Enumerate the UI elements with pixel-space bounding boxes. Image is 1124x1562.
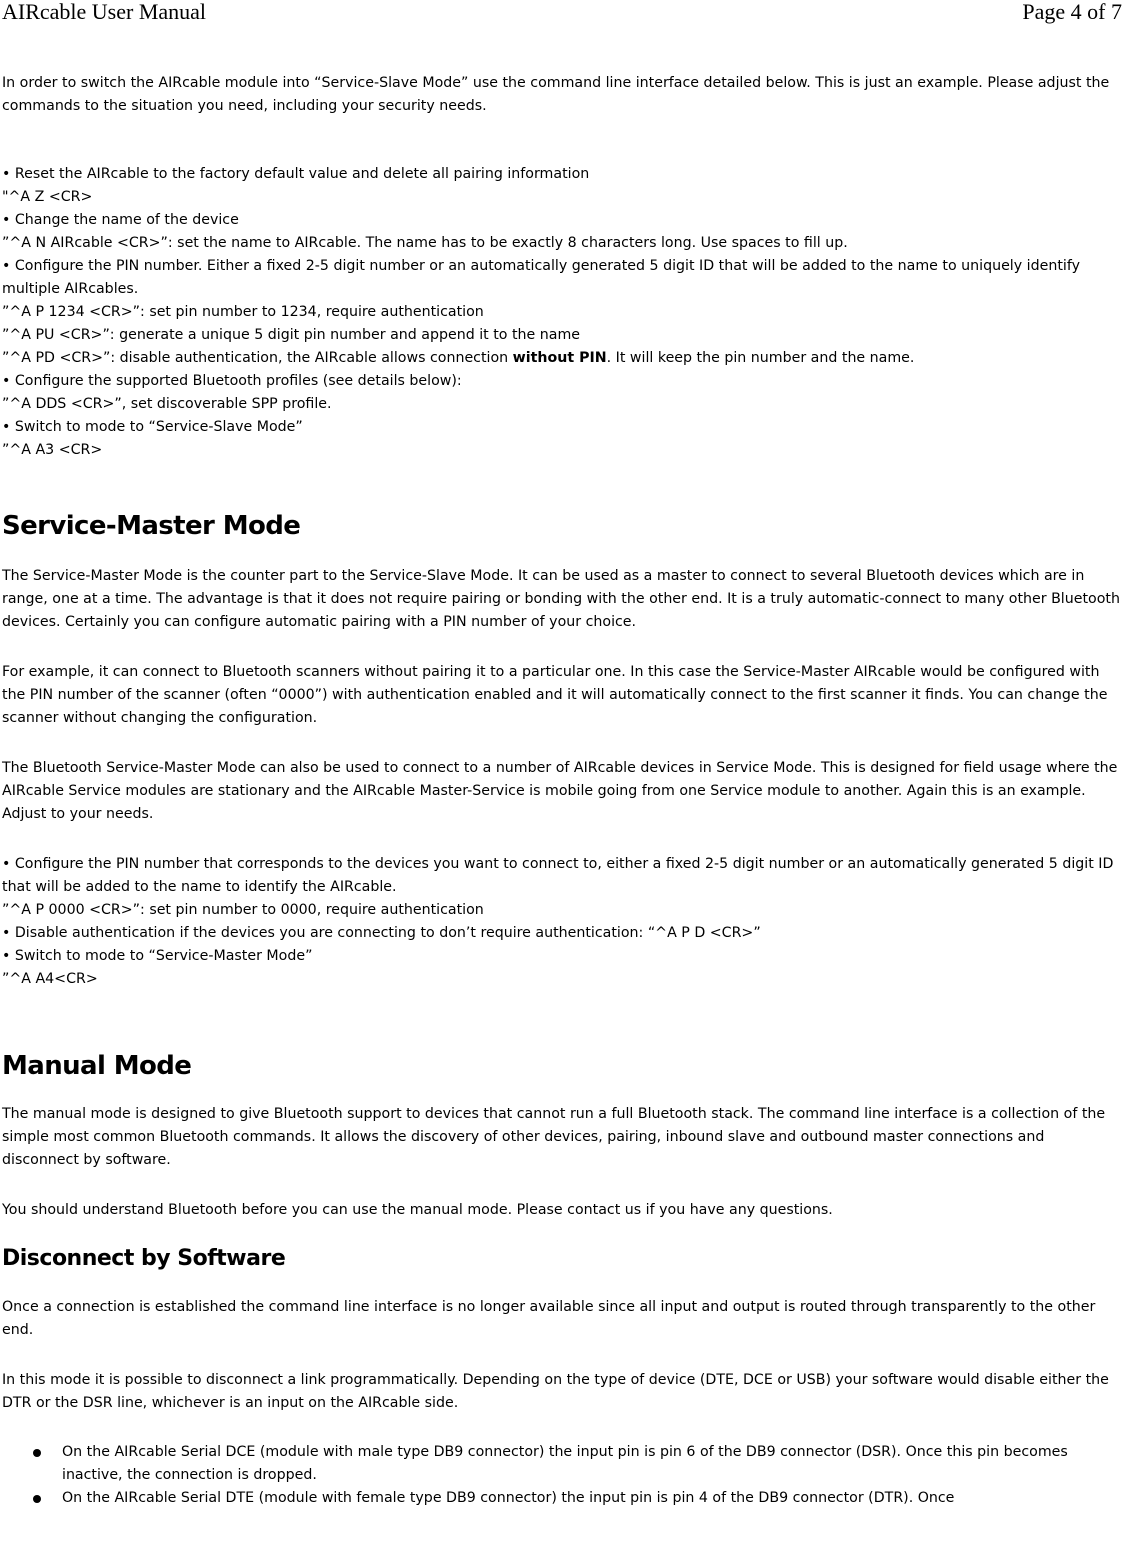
section-heading-manual-mode: Manual Mode [2, 1051, 192, 1081]
list-item [2, 1487, 1124, 1510]
connector-bullet-list [2, 1441, 1124, 1510]
body-paragraph: The manual mode is designed to give Bluetooth support to devices that cannot run a full Bluetooth stack. The command line interface is a collection of the simple most common Bluetooth commands. It allows the discovery of other devices, pairing, inbound slave and outbound master connections and disconnect by software. [2, 1106, 1106, 1168]
step-line: • Configure the PIN number. Either a fixed 2-5 digit number or an automatically generated 5 digit ID that will be added to the name to uniquely identify multiple AIRcables. [2, 258, 1080, 297]
body-paragraph: The Service-Master Mode is the counter part to the Service-Slave Mode. It can be used as a master to connect to several Bluetooth devices which are in range, one at a time. The advantage is that it does not require pairing or bonding with the other end. It is a truly automatic-connect to many other Bluetooth devices. Certainly you can configure automatic pairing with a PIN number of your choice. [2, 568, 1120, 630]
command-line: ”^A N AIRcable <CR>”: set the name to AIRcable. The name has to be exactly 8 characters long. Use spaces to fill up. [2, 235, 848, 251]
body-paragraph: You should understand Bluetooth before you can use the manual mode. Please contact us if you have any questions. [2, 1202, 833, 1218]
step-line: • Switch to mode to “Service-Slave Mode” [2, 419, 303, 435]
list-item-text: On the AIRcable Serial DTE (module with female type DB9 connector) the input pin is pin 4 of the DB9 connector (DTR). Once [62, 1490, 955, 1506]
master-mode-steps [2, 853, 1124, 991]
list-item [2, 1441, 1124, 1487]
command-line: ”^A DDS <CR>”, set discoverable SPP profile. [2, 396, 332, 412]
step-line: • Change the name of the device [2, 212, 239, 228]
list-item-text: On the AIRcable Serial DCE (module with male type DB9 connector) the input pin is pin 6 of the DB9 connector (DSR). Once this pin becomes inactive, the connection is dropped. [62, 1444, 1068, 1483]
document-title: AIRcable User Manual [2, 0, 207, 24]
section-heading-service-master: Service-Master Mode [2, 511, 301, 541]
body-paragraph: In this mode it is possible to disconnect a link programmatically. Depending on the type of device (DTE, DCE or USB) your software would disable either the DTR or the DSR line, whichever is an input on the AIRcable side. [2, 1372, 1109, 1411]
step-line: • Reset the AIRcable to the factory default value and delete all pairing information [2, 166, 590, 182]
page-number: Page 4 of 7 [1022, 0, 1122, 24]
section-heading-disconnect: Disconnect by Software [2, 1246, 286, 1271]
step-line: • Configure the PIN number that corresponds to the devices you want to connect to, either a fixed 2-5 digit number or an automatically generated 5 digit ID that will be added to the name to identify the AIRcable. [2, 856, 1114, 895]
command-line: ”^A P 0000 <CR>”: set pin number to 0000, require authentication [2, 902, 484, 918]
slave-mode-steps [2, 163, 1124, 462]
command-line: ”^A A4<CR> [2, 971, 98, 987]
body-paragraph: For example, it can connect to Bluetooth scanners without pairing it to a particular one. In this case the Service-Master AIRcable would be configured with the PIN number of the scanner (often “0000”) with authentication enabled and it will automatically connect to the first scanner it finds. You can change the scanner without changing the configuration. [2, 664, 1108, 726]
command-text: ”^A PD <CR>”: disable authentication, the AIRcable allows connection [2, 350, 513, 366]
step-line: • Configure the supported Bluetooth profiles (see details below): [2, 373, 462, 389]
step-line: • Switch to mode to “Service-Master Mode” [2, 948, 313, 964]
document-body [2, 72, 1124, 1510]
body-paragraph: Once a connection is established the command line interface is no longer available since all input and output is routed through transparently to the other end. [2, 1299, 1096, 1338]
page-header [0, 0, 1124, 30]
command-line [2, 347, 1124, 370]
bullet-dot-icon [33, 1449, 41, 1457]
command-line: ”^A A3 <CR> [2, 442, 103, 458]
intro-paragraph: In order to switch the AIRcable module into “Service-Slave Mode” use the command line interface detailed below. This is just an example. Please adjust the commands to the situation you need, including your security needs. [2, 75, 1110, 114]
emphasis-text: without PIN [512, 350, 607, 366]
command-line: ”^A P 1234 <CR>”: set pin number to 1234, require authentication [2, 304, 484, 320]
command-line: "^A Z <CR> [2, 189, 93, 205]
bullet-dot-icon [33, 1495, 41, 1503]
command-text: . It will keep the pin number and the name. [606, 350, 915, 366]
body-paragraph: The Bluetooth Service-Master Mode can also be used to connect to a number of AIRcable devices in Service Mode. This is designed for field usage where the AIRcable Service modules are stationary and the AIRcable Master-Service is mobile going from one Service module to another. Again this is an example. Adjust to your needs. [2, 760, 1118, 822]
step-line: • Disable authentication if the devices you are connecting to don’t require authentication: “^A P D <CR>” [2, 925, 761, 941]
command-line: ”^A PU <CR>”: generate a unique 5 digit pin number and append it to the name [2, 327, 581, 343]
